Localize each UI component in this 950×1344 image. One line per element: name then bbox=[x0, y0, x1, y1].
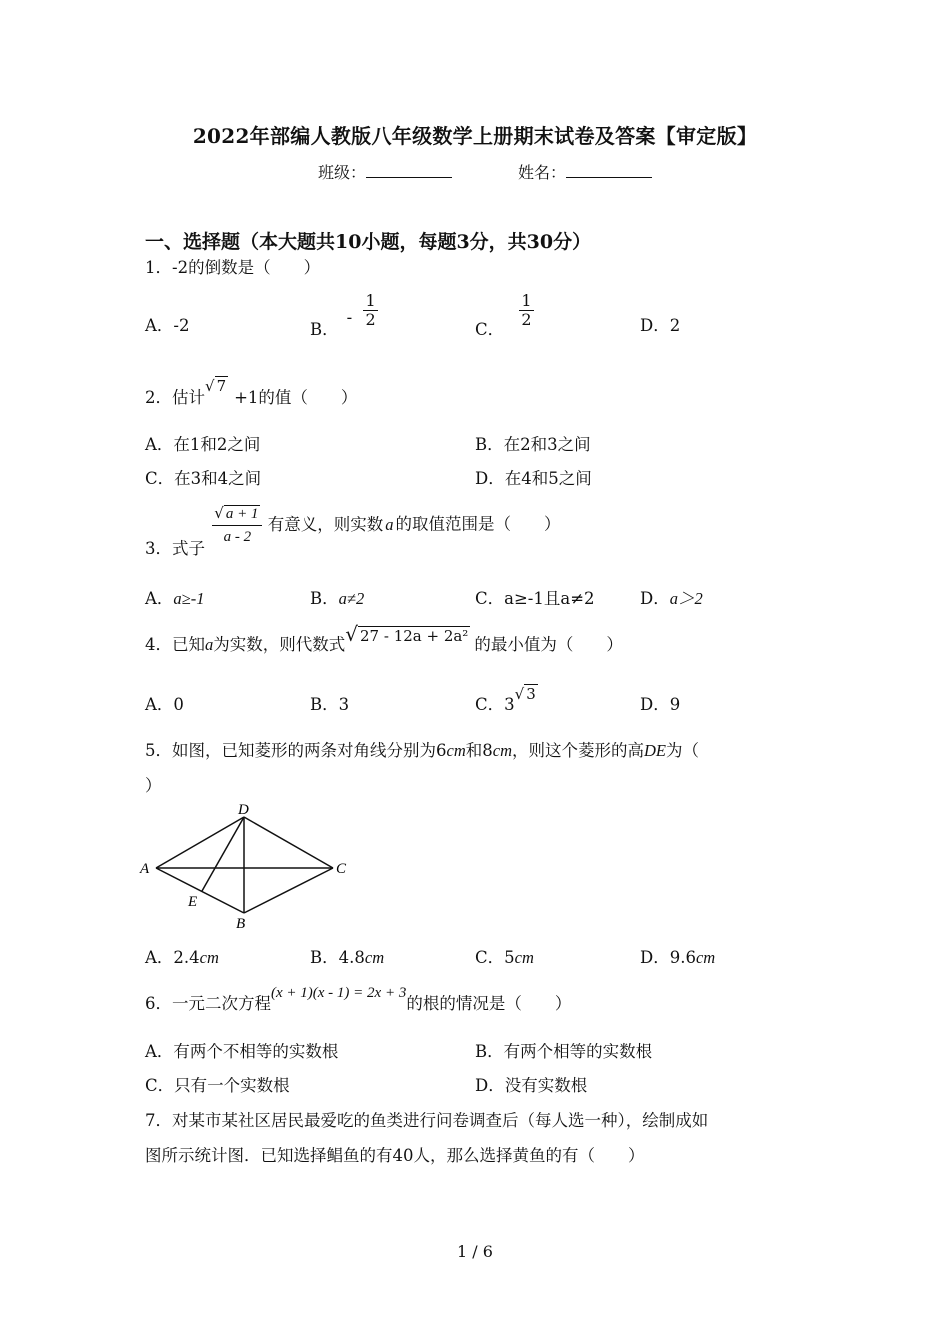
class-blank bbox=[366, 163, 452, 178]
q4-option-b: B．3 bbox=[310, 695, 350, 714]
edge-ba bbox=[156, 868, 244, 913]
q6-option-b: B．有两个相等的实数根 bbox=[475, 1042, 653, 1061]
page-title: 2022年部编人教版八年级数学上册期末试卷及答案【审定版】 bbox=[192, 124, 758, 148]
q6-option-d: D．没有实数根 bbox=[475, 1076, 588, 1095]
q6-stem: 6．一元二次方程(x + 1)(x - 1) = 2x + 3的根的情况是（ ） bbox=[145, 985, 572, 1013]
q2-option-b: B．在2和3之间 bbox=[475, 435, 591, 454]
q3-option-d: D．a＞2 bbox=[640, 589, 703, 608]
q4-stem: 4．已知a为实数，则代数式√ 27 - 12a + 2a² 的最小值为（ ） bbox=[145, 622, 623, 654]
q4-option-d: D．9 bbox=[640, 695, 681, 714]
q2-option-a: A．在1和2之间 bbox=[145, 435, 261, 454]
q3-option-b: B．a≠2 bbox=[310, 589, 365, 608]
label-e: E bbox=[188, 894, 198, 910]
edge-dc bbox=[244, 817, 333, 868]
height-de bbox=[202, 817, 244, 891]
q6-option-c: C．只有一个实数根 bbox=[145, 1076, 290, 1095]
rhombus-figure bbox=[135, 800, 365, 932]
label-a: A bbox=[140, 861, 150, 877]
q7-stem-line2: 图所示统计图．已知选择鲳鱼的有40人，那么选择黄鱼的有（ ） bbox=[145, 1146, 645, 1165]
class-label: 班级： bbox=[318, 163, 367, 182]
section-heading: 一、选择题（本大题共10小题，每题3分，共30分） bbox=[145, 231, 592, 253]
q2-option-c: C．在3和4之间 bbox=[145, 469, 262, 488]
q3-option-c: C．a≥-1且a≠2 bbox=[475, 589, 595, 608]
q5-stem-line1: 5．如图，已知菱形的两条对角线分别为6cm和8cm，则这个菱形的高DE为（ bbox=[145, 741, 699, 760]
label-b: B bbox=[236, 916, 246, 932]
q1-stem: 1．-2的倒数是（ ） bbox=[145, 258, 321, 277]
q2-stem: 2．估计√ 7+1的值（ ） bbox=[145, 377, 358, 407]
label-d: D bbox=[238, 802, 249, 818]
q2-option-d: D．在4和5之间 bbox=[475, 469, 592, 488]
q5-option-a: A．2.4cm bbox=[145, 948, 219, 967]
page-number: 1 / 6 bbox=[457, 1242, 493, 1261]
name-label: 姓名： bbox=[518, 163, 567, 182]
q1-option-c: C． $\frac{1}{2}$ bbox=[475, 291, 532, 339]
name-field bbox=[518, 160, 652, 183]
q3-option-a: A．a≥-1 bbox=[145, 589, 205, 608]
q3-stem: 3．式子 $\frac{√ a + 1}{a - 2}$ 有意义，则实数 a 的取值范围是（ ） bbox=[145, 504, 561, 558]
q1-option-a: A．-2 bbox=[145, 316, 190, 335]
q5-option-d: D．9.6cm bbox=[640, 948, 716, 967]
edge-cb bbox=[244, 868, 333, 913]
q5-option-b: B．4.8cm bbox=[310, 948, 385, 967]
label-c: C bbox=[336, 861, 347, 877]
q6-option-a: A．有两个不相等的实数根 bbox=[145, 1042, 339, 1061]
q7-stem-line1: 7．对某市某社区居民最爱吃的鱼类进行问卷调查后（每人选一种），绘制成如 bbox=[145, 1111, 709, 1130]
q4-option-a: A．0 bbox=[145, 695, 184, 714]
name-blank bbox=[566, 163, 652, 178]
q4-option-c: C．3√ 3 bbox=[475, 685, 536, 714]
q5-option-c: C．5cm bbox=[475, 948, 534, 967]
class-field bbox=[318, 160, 452, 183]
q5-stem-line2: ） bbox=[145, 776, 162, 795]
q1-option-b: B．- $\frac{1}{2}$ bbox=[310, 291, 376, 339]
q1-option-d: D．2 bbox=[640, 316, 681, 335]
edge-ad bbox=[156, 817, 244, 868]
